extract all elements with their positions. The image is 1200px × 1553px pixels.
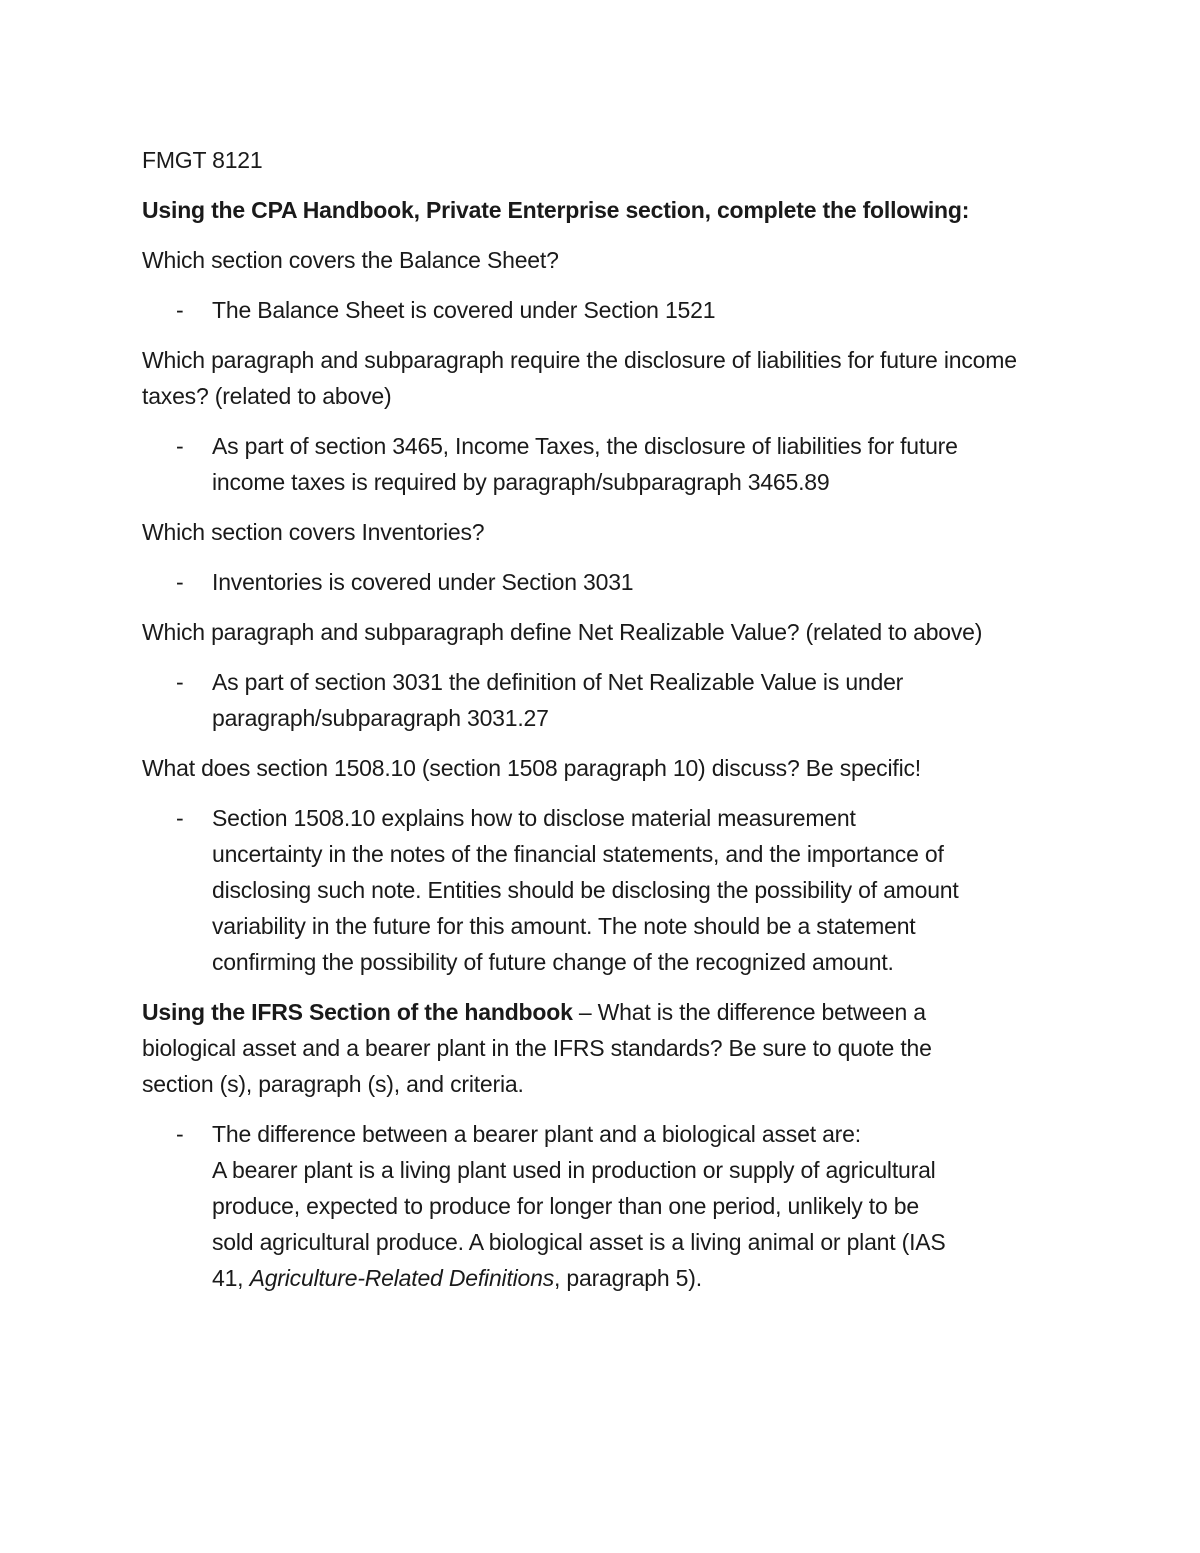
instructions-heading: Using the CPA Handbook, Private Enterprise section, complete the following: (142, 197, 970, 223)
answer-4-line-1: As part of section 3031 the definition of Net Realizable Value is under (212, 669, 904, 695)
question-5: What does section 1508.10 (section 1508 paragraph 10) discuss? Be specific! (142, 755, 921, 781)
ifrs-question (142, 994, 1067, 1102)
question-2-line-1: Which paragraph and subparagraph require the disclosure of liabilities for future income (142, 347, 1017, 373)
answer-5-line-2: uncertainty in the notes of the financial statements, and the importance of (212, 841, 944, 867)
bullet-dash: - (176, 433, 184, 459)
bullet-dash: - (176, 1121, 184, 1147)
ifrs-answer-line-2: A bearer plant is a living plant used in production or supply of agricultural (212, 1157, 936, 1183)
answer-5-line-5: confirming the possibility of future change of the recognized amount. (212, 949, 894, 975)
bullet-dash: - (176, 805, 184, 831)
ifrs-question-line-2: biological asset and a bearer plant in the IFRS standards? Be sure to quote the (142, 1035, 932, 1061)
course-code: FMGT 8121 (142, 147, 263, 173)
answer-2-line-2: income taxes is required by paragraph/subparagraph 3465.89 (212, 469, 830, 495)
ifrs-answer-line-5 (212, 1260, 1067, 1296)
answer-5-line-3: disclosing such note. Entities should be disclosing the possibility of amount (212, 877, 959, 903)
ifrs-answer (142, 1116, 1067, 1296)
ifrs-question-line-1 (142, 994, 1067, 1030)
question-4: Which paragraph and subparagraph define Net Realizable Value? (related to above) (142, 619, 983, 645)
ifrs-answer-line-3: produce, expected to produce for longer than one period, unlikely to be (212, 1193, 919, 1219)
ifrs-answer-line-1: The difference between a bearer plant and a biological asset are: (212, 1121, 861, 1147)
answer-2 (142, 428, 1067, 500)
ifrs-answer-last-suffix: , paragraph 5). (554, 1265, 702, 1291)
bullet-dash: - (176, 569, 184, 595)
question-3: Which section covers Inventories? (142, 519, 485, 545)
answer-3 (142, 564, 1067, 600)
answer-5-line-1: Section 1508.10 explains how to disclose material measurement (212, 805, 856, 831)
ifrs-bold-lead: Using the IFRS Section of the handbook (142, 999, 573, 1025)
question-2-line-2: taxes? (related to above) (142, 383, 392, 409)
document-body (142, 142, 1067, 1310)
question-2 (142, 342, 1067, 414)
answer-1 (142, 292, 1067, 328)
ifrs-answer-line-4: sold agricultural produce. A biological asset is a living animal or plant (IAS (212, 1229, 946, 1255)
ifrs-answer-last-prefix: 41, (212, 1265, 250, 1291)
answer-3-text: Inventories is covered under Section 3031 (212, 569, 634, 595)
ifrs-question-line-1-rest: – What is the difference between a (572, 999, 926, 1025)
answer-4 (142, 664, 1067, 736)
ifrs-question-line-3: section (s), paragraph (s), and criteria. (142, 1071, 524, 1097)
answer-5-line-4: variability in the future for this amount. The note should be a statement (212, 913, 916, 939)
bullet-dash: - (176, 669, 184, 695)
bullet-dash: - (176, 297, 184, 323)
ifrs-answer-italic-title: Agriculture-Related Definitions (249, 1265, 555, 1291)
answer-5 (142, 800, 1067, 980)
question-1: Which section covers the Balance Sheet? (142, 247, 559, 273)
answer-4-line-2: paragraph/subparagraph 3031.27 (212, 705, 549, 731)
answer-2-line-1: As part of section 3465, Income Taxes, the disclosure of liabilities for future (212, 433, 958, 459)
answer-1-text: The Balance Sheet is covered under Section 1521 (212, 297, 716, 323)
